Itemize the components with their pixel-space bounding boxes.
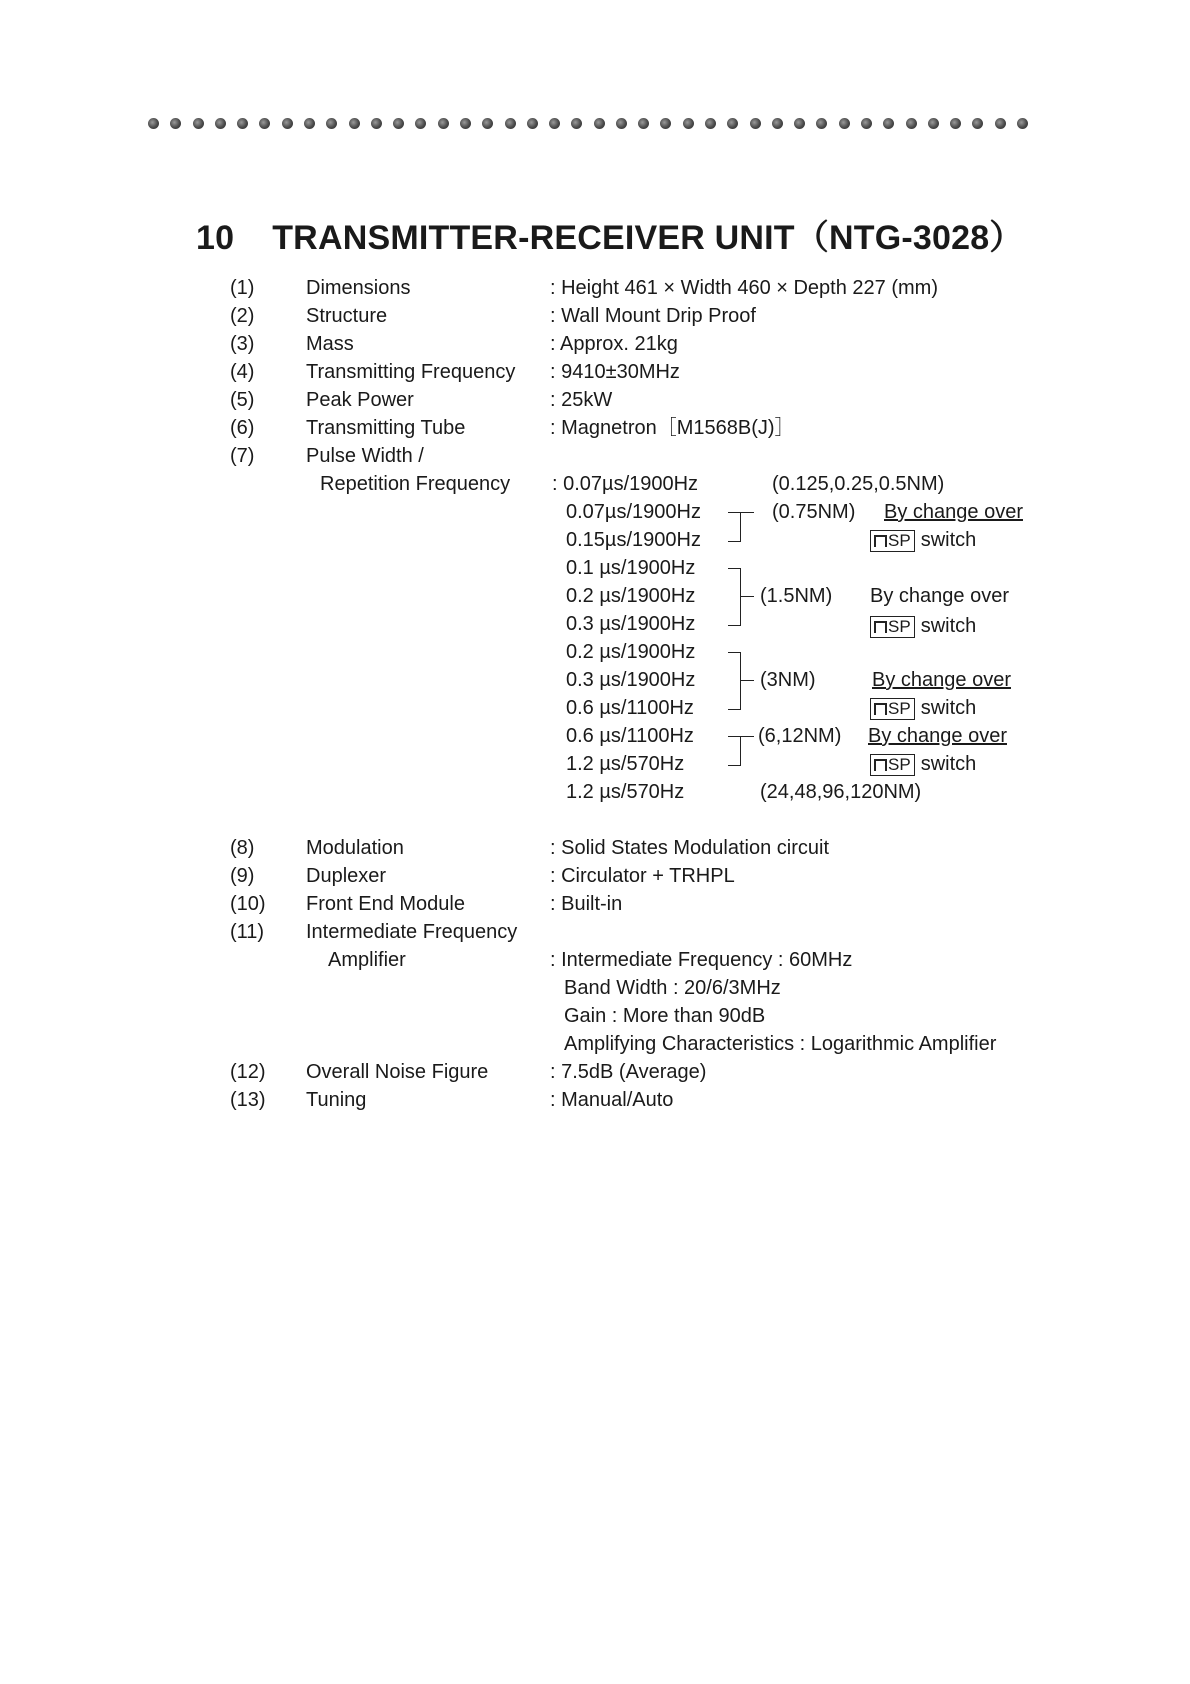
- spec-value: : Manual/Auto: [550, 1089, 674, 1111]
- header-dot: [482, 118, 493, 129]
- header-dot: [683, 118, 694, 129]
- spec-value: : Wall Mount Drip Proof: [550, 305, 756, 327]
- sp-switch-group: [870, 614, 976, 638]
- pulse-line: 0.6 µs/1100Hz: [566, 725, 694, 747]
- page-title: [196, 210, 1024, 259]
- header-dot: [750, 118, 761, 129]
- pulse-line: 0.15µs/1900Hz: [566, 529, 701, 551]
- spec-value: : 9410±30MHz: [550, 361, 680, 383]
- header-dot: [148, 118, 159, 129]
- header-dot: [1017, 118, 1028, 129]
- pulse-bracket: [728, 568, 741, 626]
- spec-label: Duplexer: [306, 865, 387, 887]
- pulse-icon: [874, 759, 887, 771]
- pulse-range: (6,12NM): [758, 725, 842, 747]
- spec-value: : Solid States Modulation circuit: [550, 837, 830, 859]
- pulse-bracket-tick: [740, 512, 754, 513]
- header-dot: [972, 118, 983, 129]
- spec-label: Modulation: [306, 837, 404, 859]
- change-over-text: By change over: [870, 585, 1009, 607]
- spec-value: : Built-in: [550, 893, 623, 915]
- header-dot: [259, 118, 270, 129]
- header-dot: [304, 118, 315, 129]
- pulse-line: 1.2 µs/570Hz: [566, 781, 685, 803]
- header-dot: [505, 118, 516, 129]
- spec-num: (12): [230, 1061, 266, 1083]
- sp-key-icon: SP: [870, 616, 915, 638]
- pulse-range: (0.75NM): [772, 501, 856, 523]
- pulse-line: 0.1 µs/1900Hz: [566, 557, 696, 579]
- section-title: TRANSMITTER-RECEIVER UNIT（NTG-3028）: [272, 219, 1024, 257]
- spec-label: Pulse Width /: [306, 445, 424, 467]
- spec-label: Peak Power: [306, 389, 414, 411]
- header-dot: [995, 118, 1006, 129]
- header-dot: [438, 118, 449, 129]
- header-dot: [170, 118, 181, 129]
- sp-key-icon: SP: [870, 530, 915, 552]
- header-dot: [616, 118, 627, 129]
- pulse-bracket: [728, 652, 741, 710]
- header-dot: [816, 118, 827, 129]
- header-dot: [861, 118, 872, 129]
- spec-label: Intermediate Frequency: [306, 921, 518, 943]
- spec-num: (8): [230, 837, 255, 859]
- header-dot: [460, 118, 471, 129]
- header-dot: [928, 118, 939, 129]
- header-dot: [237, 118, 248, 129]
- pulse-icon: [874, 621, 887, 633]
- header-dot: [638, 118, 649, 129]
- header-dot: [705, 118, 716, 129]
- header-dot: [794, 118, 805, 129]
- switch-text: switch: [920, 615, 977, 637]
- sp-switch-group: [870, 528, 976, 552]
- pulse-range: (1.5NM): [760, 585, 833, 607]
- header-dot: [371, 118, 382, 129]
- spec-num: (10): [230, 893, 266, 915]
- ifamp-line: Gain : More than 90dB: [564, 1005, 766, 1027]
- spec-label-continued: Repetition Frequency: [320, 473, 511, 495]
- spec-num: (1): [230, 277, 255, 299]
- ifamp-line: Band Width : 20/6/3MHz: [564, 977, 781, 999]
- sp-key-icon: SP: [870, 754, 915, 776]
- change-over-text: By change over: [884, 501, 1023, 523]
- pulse-bracket-tick: [740, 680, 754, 681]
- header-dot-rule: [148, 118, 1028, 129]
- spec-value: : Height 461 × Width 460 × Depth 227 (mm): [550, 277, 938, 299]
- pulse-line: : 0.07µs/1900Hz: [552, 473, 699, 495]
- spec-num: (3): [230, 333, 255, 355]
- pulse-range: (3NM): [760, 669, 816, 691]
- header-dot: [215, 118, 226, 129]
- header-dot: [349, 118, 360, 129]
- pulse-bracket-tick: [740, 736, 754, 737]
- spec-num: (7): [230, 445, 255, 467]
- spec-num: (4): [230, 361, 255, 383]
- header-dot: [906, 118, 917, 129]
- header-dot: [415, 118, 426, 129]
- pulse-line: 0.07µs/1900Hz: [566, 501, 701, 523]
- spec-label: Structure: [306, 305, 388, 327]
- spec-value: : 25kW: [550, 389, 613, 411]
- change-over-text: By change over: [868, 725, 1007, 747]
- spec-label: Transmitting Frequency: [306, 361, 516, 383]
- pulse-line: 0.2 µs/1900Hz: [566, 641, 696, 663]
- spec-num: (11): [230, 921, 265, 943]
- spec-num: (9): [230, 865, 255, 887]
- section-number: 10: [196, 219, 235, 257]
- pulse-line: 0.2 µs/1900Hz: [566, 585, 696, 607]
- switch-text: switch: [920, 753, 977, 775]
- header-dot: [282, 118, 293, 129]
- pulse-range: (24,48,96,120NM): [760, 781, 922, 803]
- pulse-line: 0.3 µs/1900Hz: [566, 613, 696, 635]
- sp-key-icon: SP: [870, 698, 915, 720]
- header-dot: [839, 118, 850, 129]
- spec-value: : Circulator + TRHPL: [550, 865, 735, 887]
- header-dot: [660, 118, 671, 129]
- spec-num: (5): [230, 389, 255, 411]
- spec-label-continued: Amplifier: [328, 949, 406, 971]
- pulse-bracket-tick: [740, 596, 754, 597]
- pulse-icon: [874, 535, 887, 547]
- spec-label: Mass: [306, 333, 354, 355]
- change-over-text: By change over: [872, 669, 1011, 691]
- header-dot: [727, 118, 738, 129]
- header-dot: [527, 118, 538, 129]
- header-dot: [772, 118, 783, 129]
- ifamp-line: : Intermediate Frequency : 60MHz: [550, 949, 853, 971]
- header-dot: [950, 118, 961, 129]
- pulse-line: 0.3 µs/1900Hz: [566, 669, 696, 691]
- header-dot: [393, 118, 404, 129]
- switch-text: switch: [920, 529, 977, 551]
- spec-value: : Magnetron［M1568B(J)］: [550, 417, 795, 439]
- spec-value: : 7.5dB (Average): [550, 1061, 707, 1083]
- pulse-range: (0.125,0.25,0.5NM): [772, 473, 945, 495]
- pulse-line: 0.6 µs/1100Hz: [566, 697, 694, 719]
- pulse-line: 1.2 µs/570Hz: [566, 753, 685, 775]
- spec-label: Front End Module: [306, 893, 465, 915]
- spec-num: (6): [230, 417, 255, 439]
- header-dot: [883, 118, 894, 129]
- header-dot: [549, 118, 560, 129]
- header-dot: [326, 118, 337, 129]
- header-dot: [571, 118, 582, 129]
- spec-label: Dimensions: [306, 277, 411, 299]
- spec-num: (2): [230, 305, 255, 327]
- spec-value: : Approx. 21kg: [550, 333, 678, 355]
- spec-label: Transmitting Tube: [306, 417, 466, 439]
- sp-switch-group: [870, 752, 976, 776]
- ifamp-line: Amplifying Characteristics : Logarithmic Amplifier: [564, 1033, 997, 1055]
- pulse-bracket: [728, 512, 741, 542]
- sp-switch-group: [870, 696, 976, 720]
- switch-text: switch: [920, 697, 977, 719]
- pulse-bracket: [728, 736, 741, 766]
- pulse-icon: [874, 703, 887, 715]
- header-dot: [594, 118, 605, 129]
- spec-label: Tuning: [306, 1089, 367, 1111]
- spec-num: (13): [230, 1089, 266, 1111]
- header-dot: [193, 118, 204, 129]
- spec-label: Overall Noise Figure: [306, 1061, 489, 1083]
